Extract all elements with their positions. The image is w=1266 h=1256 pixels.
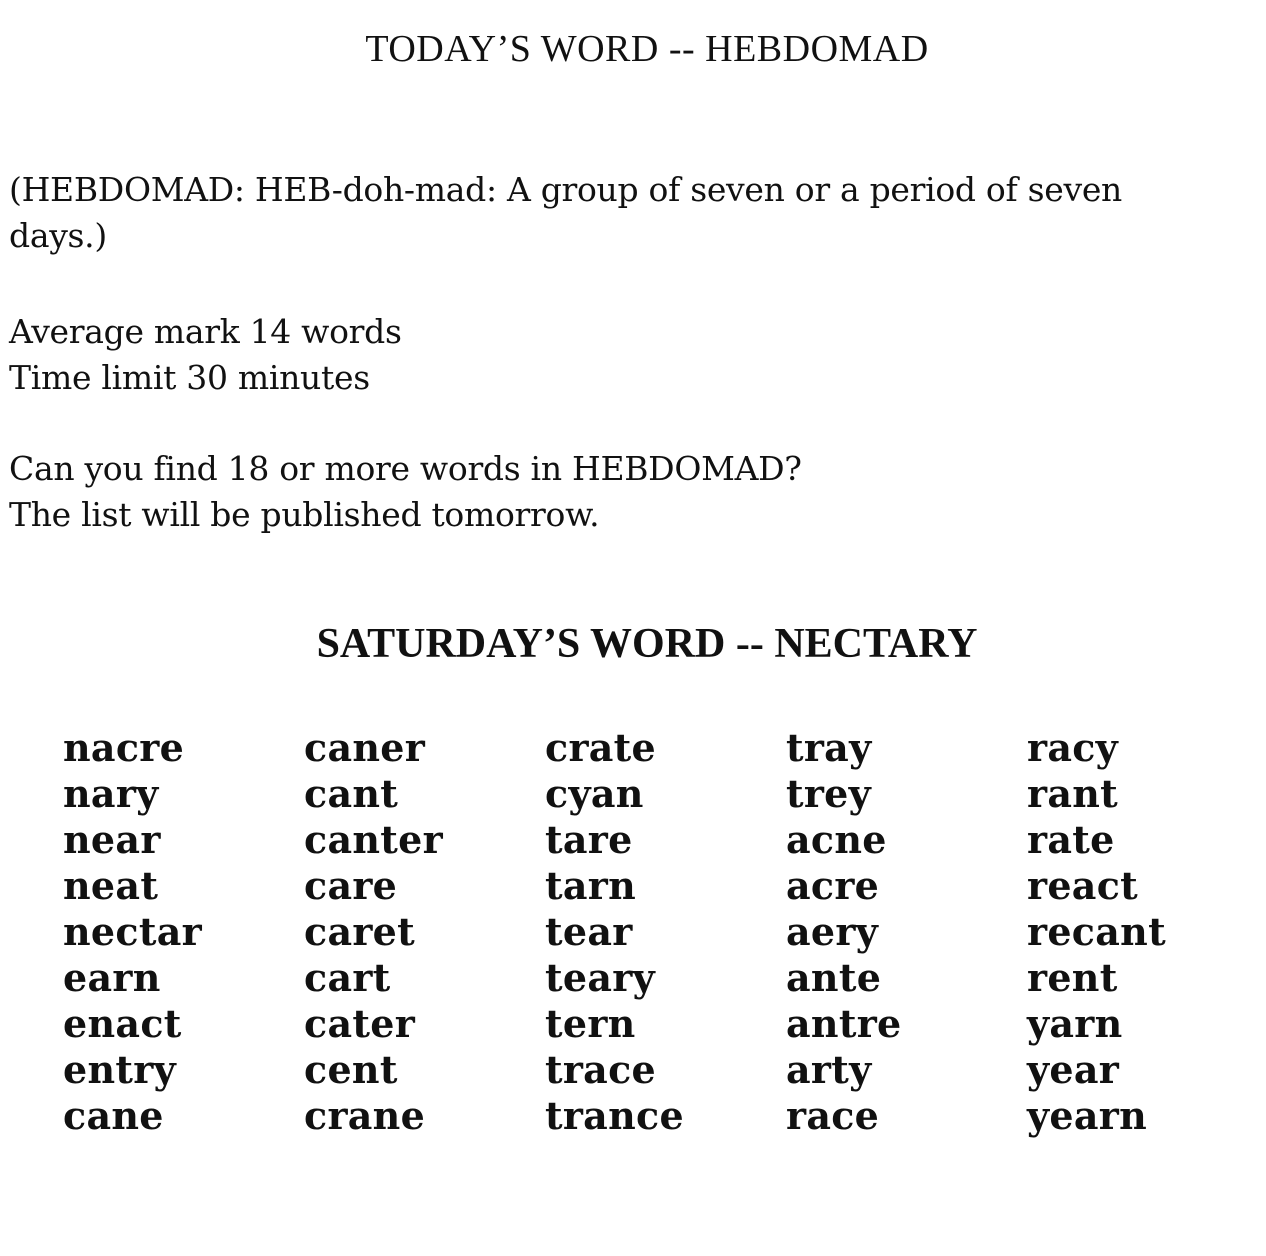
- word-item: cent: [304, 1047, 398, 1092]
- word-item: cart: [304, 955, 391, 1000]
- word-item: acne: [786, 817, 887, 862]
- word-column: [786, 725, 1027, 1139]
- word-item: crate: [545, 725, 657, 770]
- word-item: year: [1027, 1047, 1120, 1092]
- word-item: ante: [786, 955, 882, 1000]
- word-item: near: [63, 817, 161, 862]
- word-item: earn: [63, 955, 161, 1000]
- word-item: rant: [1027, 771, 1119, 816]
- word-column: [304, 725, 545, 1139]
- word-column: [545, 725, 786, 1139]
- word-item: racy: [1027, 725, 1119, 770]
- word-item: acre: [786, 863, 880, 908]
- word-item: rate: [1027, 817, 1115, 862]
- stats-paragraph: [9, 309, 1239, 401]
- average-mark: Average mark 14 words: [9, 312, 402, 351]
- challenge-paragraph: [9, 446, 1239, 538]
- word-item: tare: [545, 817, 633, 862]
- time-limit: Time limit 30 minutes: [9, 358, 370, 397]
- word-item: yearn: [1027, 1093, 1148, 1138]
- word-item: caner: [304, 725, 426, 770]
- word-item: react: [1027, 863, 1139, 908]
- word-item: cane: [63, 1093, 164, 1138]
- word-item: aery: [786, 909, 879, 954]
- word-item: nacre: [63, 725, 185, 770]
- word-item: entry: [63, 1047, 176, 1092]
- todays-word-title: TODAY’S WORD -- HEBDOMAD: [365, 28, 929, 70]
- word-item: care: [304, 863, 398, 908]
- word-item: trance: [545, 1093, 684, 1138]
- word-item: recant: [1027, 909, 1166, 954]
- definition-line: days.): [9, 216, 107, 255]
- word-item: rent: [1027, 955, 1118, 1000]
- word-list: [63, 725, 1266, 1139]
- word-item: tear: [545, 909, 633, 954]
- saturdays-word-title: SATURDAY’S WORD -- NECTARY: [316, 621, 978, 667]
- word-item: antre: [786, 1001, 902, 1046]
- word-item: nectar: [63, 909, 202, 954]
- word-item: race: [786, 1093, 880, 1138]
- definition-paragraph: [9, 167, 1239, 259]
- word-item: tern: [545, 1001, 636, 1046]
- word-item: enact: [63, 1001, 182, 1046]
- word-item: caret: [304, 909, 416, 954]
- word-item: cant: [304, 771, 399, 816]
- word-column: [1027, 725, 1266, 1139]
- definition-line: (HEBDOMAD: HEB-doh-mad: A group of seven or a period of seven: [9, 170, 1122, 209]
- word-item: trey: [786, 771, 872, 816]
- word-item: cyan: [545, 771, 644, 816]
- word-item: canter: [304, 817, 443, 862]
- word-column: [63, 725, 304, 1139]
- word-item: nary: [63, 771, 159, 816]
- word-item: tray: [786, 725, 872, 770]
- challenge-question: Can you find 18 or more words in HEBDOMAD?: [9, 449, 802, 488]
- word-item: trace: [545, 1047, 657, 1092]
- word-item: neat: [63, 863, 159, 908]
- word-item: crane: [304, 1093, 426, 1138]
- publish-note: The list will be published tomorrow.: [9, 495, 600, 534]
- word-item: teary: [545, 955, 655, 1000]
- word-item: cater: [304, 1001, 416, 1046]
- word-item: yarn: [1027, 1001, 1123, 1046]
- word-item: tarn: [545, 863, 637, 908]
- word-item: arty: [786, 1047, 872, 1092]
